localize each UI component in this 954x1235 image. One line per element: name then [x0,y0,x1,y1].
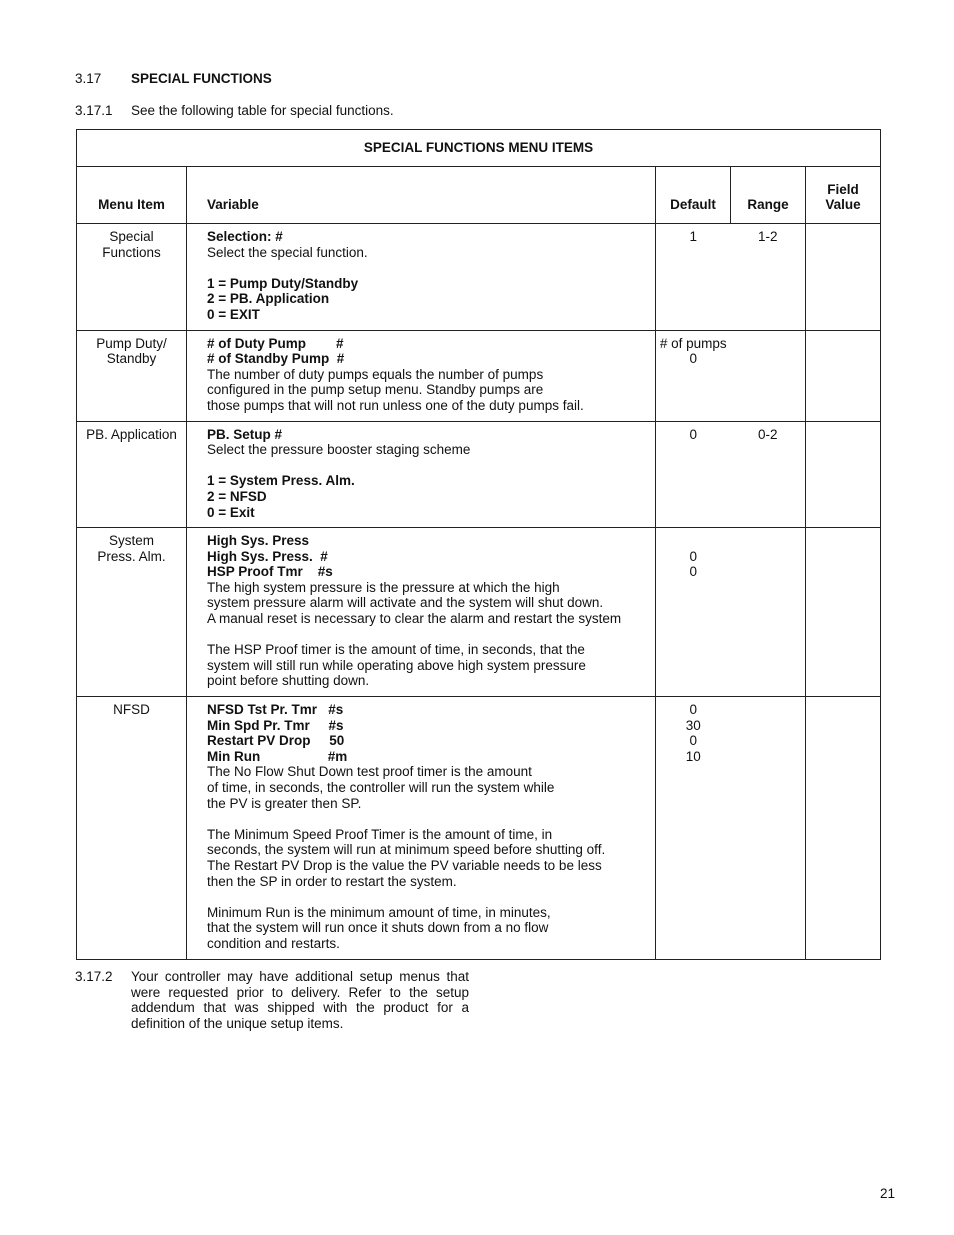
range-cell [731,224,806,331]
menu-item-line: NFSD [113,702,150,718]
default-cell [656,697,731,960]
variable-line: Minimum Run is the minimum amount of time, in minutes, [207,904,551,920]
variable-line: Restart PV Drop 50 [207,733,345,749]
header-field-value-line1: Field [827,181,859,197]
table-row [77,421,881,528]
page-number: 21 [880,1186,896,1201]
variable-line: seconds, the system will run at minimum speed before shutting off. [207,842,606,858]
menu-item-line: System [108,533,154,549]
default-cell [656,528,731,697]
section-number: 3.17 [75,71,102,86]
field-value-cell [806,697,881,960]
variable-line: the PV is greater then SP. [207,795,362,811]
variable-line: those pumps that will not run unless one of the duty pumps fail. [207,397,584,413]
range-value: 0-2 [757,426,778,442]
header-default: Default [656,167,731,224]
header-variable: Variable [187,167,656,224]
variable-line: 1 = System Press. Alm. [207,473,355,489]
variable-line: that the system will run once it shuts down from a no flow [207,920,549,936]
variable-line: The Restart PV Drop is the value the PV variable needs to be less [207,857,602,873]
blank-line [207,458,649,474]
variable-line: Min Run #m [207,748,348,764]
variable-cell [187,421,656,528]
header-menu-item: Menu Item [77,167,187,224]
blank-line [207,627,649,643]
default-value: 0 [689,548,697,564]
default-value: 1 [689,229,697,244]
variable-line: Select the pressure booster staging scheme [207,442,471,458]
section-title: SPECIAL FUNCTIONS [131,71,272,86]
menu-item-cell [77,224,187,331]
note-text: Your controller may have additional setup menus that were requested prior to delivery. Refer to the setup addendum that was shipped with the product for a definition of the unique setup items. [131,969,469,1031]
menu-item-cell [77,421,187,528]
table-row [77,224,881,331]
menu-item-line: PB. Application [86,426,177,442]
menu-item-line: Press. Alm. [97,548,166,564]
variable-line: High Sys. Press [207,533,310,549]
range-cell [731,528,806,697]
default-value: # of pumps [659,335,727,351]
blank-line [207,260,649,276]
note-paragraph [75,969,469,1031]
intro-paragraph [75,103,394,119]
variable-line: HSP Proof Tmr #s [207,564,333,580]
variable-cell [187,697,656,960]
section-heading [75,71,272,87]
menu-item-cell [77,330,187,421]
default-value: 0 [689,351,697,367]
variable-line: point before shutting down. [207,673,370,689]
default-value: 0 [689,426,697,442]
variable-cell [187,528,656,697]
header-field-value [806,167,881,224]
variable-line: PB. Setup # [207,426,283,442]
range-value: 1-2 [757,229,778,244]
variable-line: system will still run while operating above high system pressure [207,657,586,673]
variable-line: The number of duty pumps equals the number of pumps [207,366,544,382]
variable-line: of time, in seconds, the controller will run the system while [207,780,555,795]
range-cell [731,697,806,960]
intro-number: 3.17.1 [75,103,113,118]
note-number: 3.17.2 [75,969,113,984]
menu-item-line: Pump Duty/ [96,335,167,351]
variable-line: Min Spd Pr. Tmr #s [207,717,344,733]
menu-item-line: Functions [102,244,161,260]
variable-line: The Minimum Speed Proof Timer is the amount of time, in [207,826,553,842]
variable-cell [187,330,656,421]
default-value: 0 [689,702,697,718]
default-value: 10 [685,748,701,764]
variable-line: 2 = PB. Application [207,291,330,307]
variable-line: 0 = EXIT [207,306,260,322]
variable-line: NFSD Tst Pr. Tmr #s [207,702,344,718]
default-cell [656,224,731,331]
header-range: Range [731,167,806,224]
default-value: 0 [689,564,697,580]
menu-item-line: Special [109,229,154,244]
variable-line: 0 = Exit [207,504,255,520]
range-cell [731,421,806,528]
field-value-cell [806,528,881,697]
variable-line: The HSP Proof timer is the amount of time, in seconds, that the [207,642,585,658]
default-value [656,533,731,549]
blank-line [207,811,649,827]
variable-line: Selection: # [207,229,283,244]
variable-line: # of Standby Pump # [207,351,345,367]
variable-line: The high system pressure is the pressure at which the high [207,579,560,595]
field-value-cell [806,421,881,528]
table-body [77,224,881,960]
variable-cell [187,224,656,331]
variable-line: 1 = Pump Duty/Standby [207,275,359,291]
table-header-row [77,167,881,224]
variable-line: then the SP in order to restart the system. [207,873,457,889]
intro-text: See the following table for special functions. [131,103,394,118]
variable-line: # of Duty Pump # [207,335,344,351]
menu-item-line: Standby [106,351,157,367]
table-row [77,697,881,960]
table-row [77,528,881,697]
menu-item-cell [77,697,187,960]
default-cell [656,421,731,528]
variable-line: High Sys. Press. # [207,548,328,564]
header-field-value-line2: Value [825,197,861,213]
table-caption: SPECIAL FUNCTIONS MENU ITEMS [77,130,881,167]
default-cell [656,330,731,421]
field-value-cell [806,224,881,331]
variable-line: 2 = NFSD [207,488,267,504]
default-value: 0 [689,733,697,749]
blank-line [207,889,649,905]
range-cell [731,330,806,421]
variable-line: The No Flow Shut Down test proof timer is the amount [207,764,532,780]
table-row [77,330,881,421]
special-functions-table [76,129,881,960]
field-value-cell [806,330,881,421]
variable-line: condition and restarts. [207,935,340,951]
menu-item-cell [77,528,187,697]
default-value: 30 [685,717,701,733]
variable-line: A manual reset is necessary to clear the alarm and restart the system [207,611,622,627]
variable-line: system pressure alarm will activate and the system will shut down. [207,595,604,611]
variable-line: configured in the pump setup menu. Standby pumps are [207,382,544,398]
variable-line: Select the special function. [207,244,368,260]
